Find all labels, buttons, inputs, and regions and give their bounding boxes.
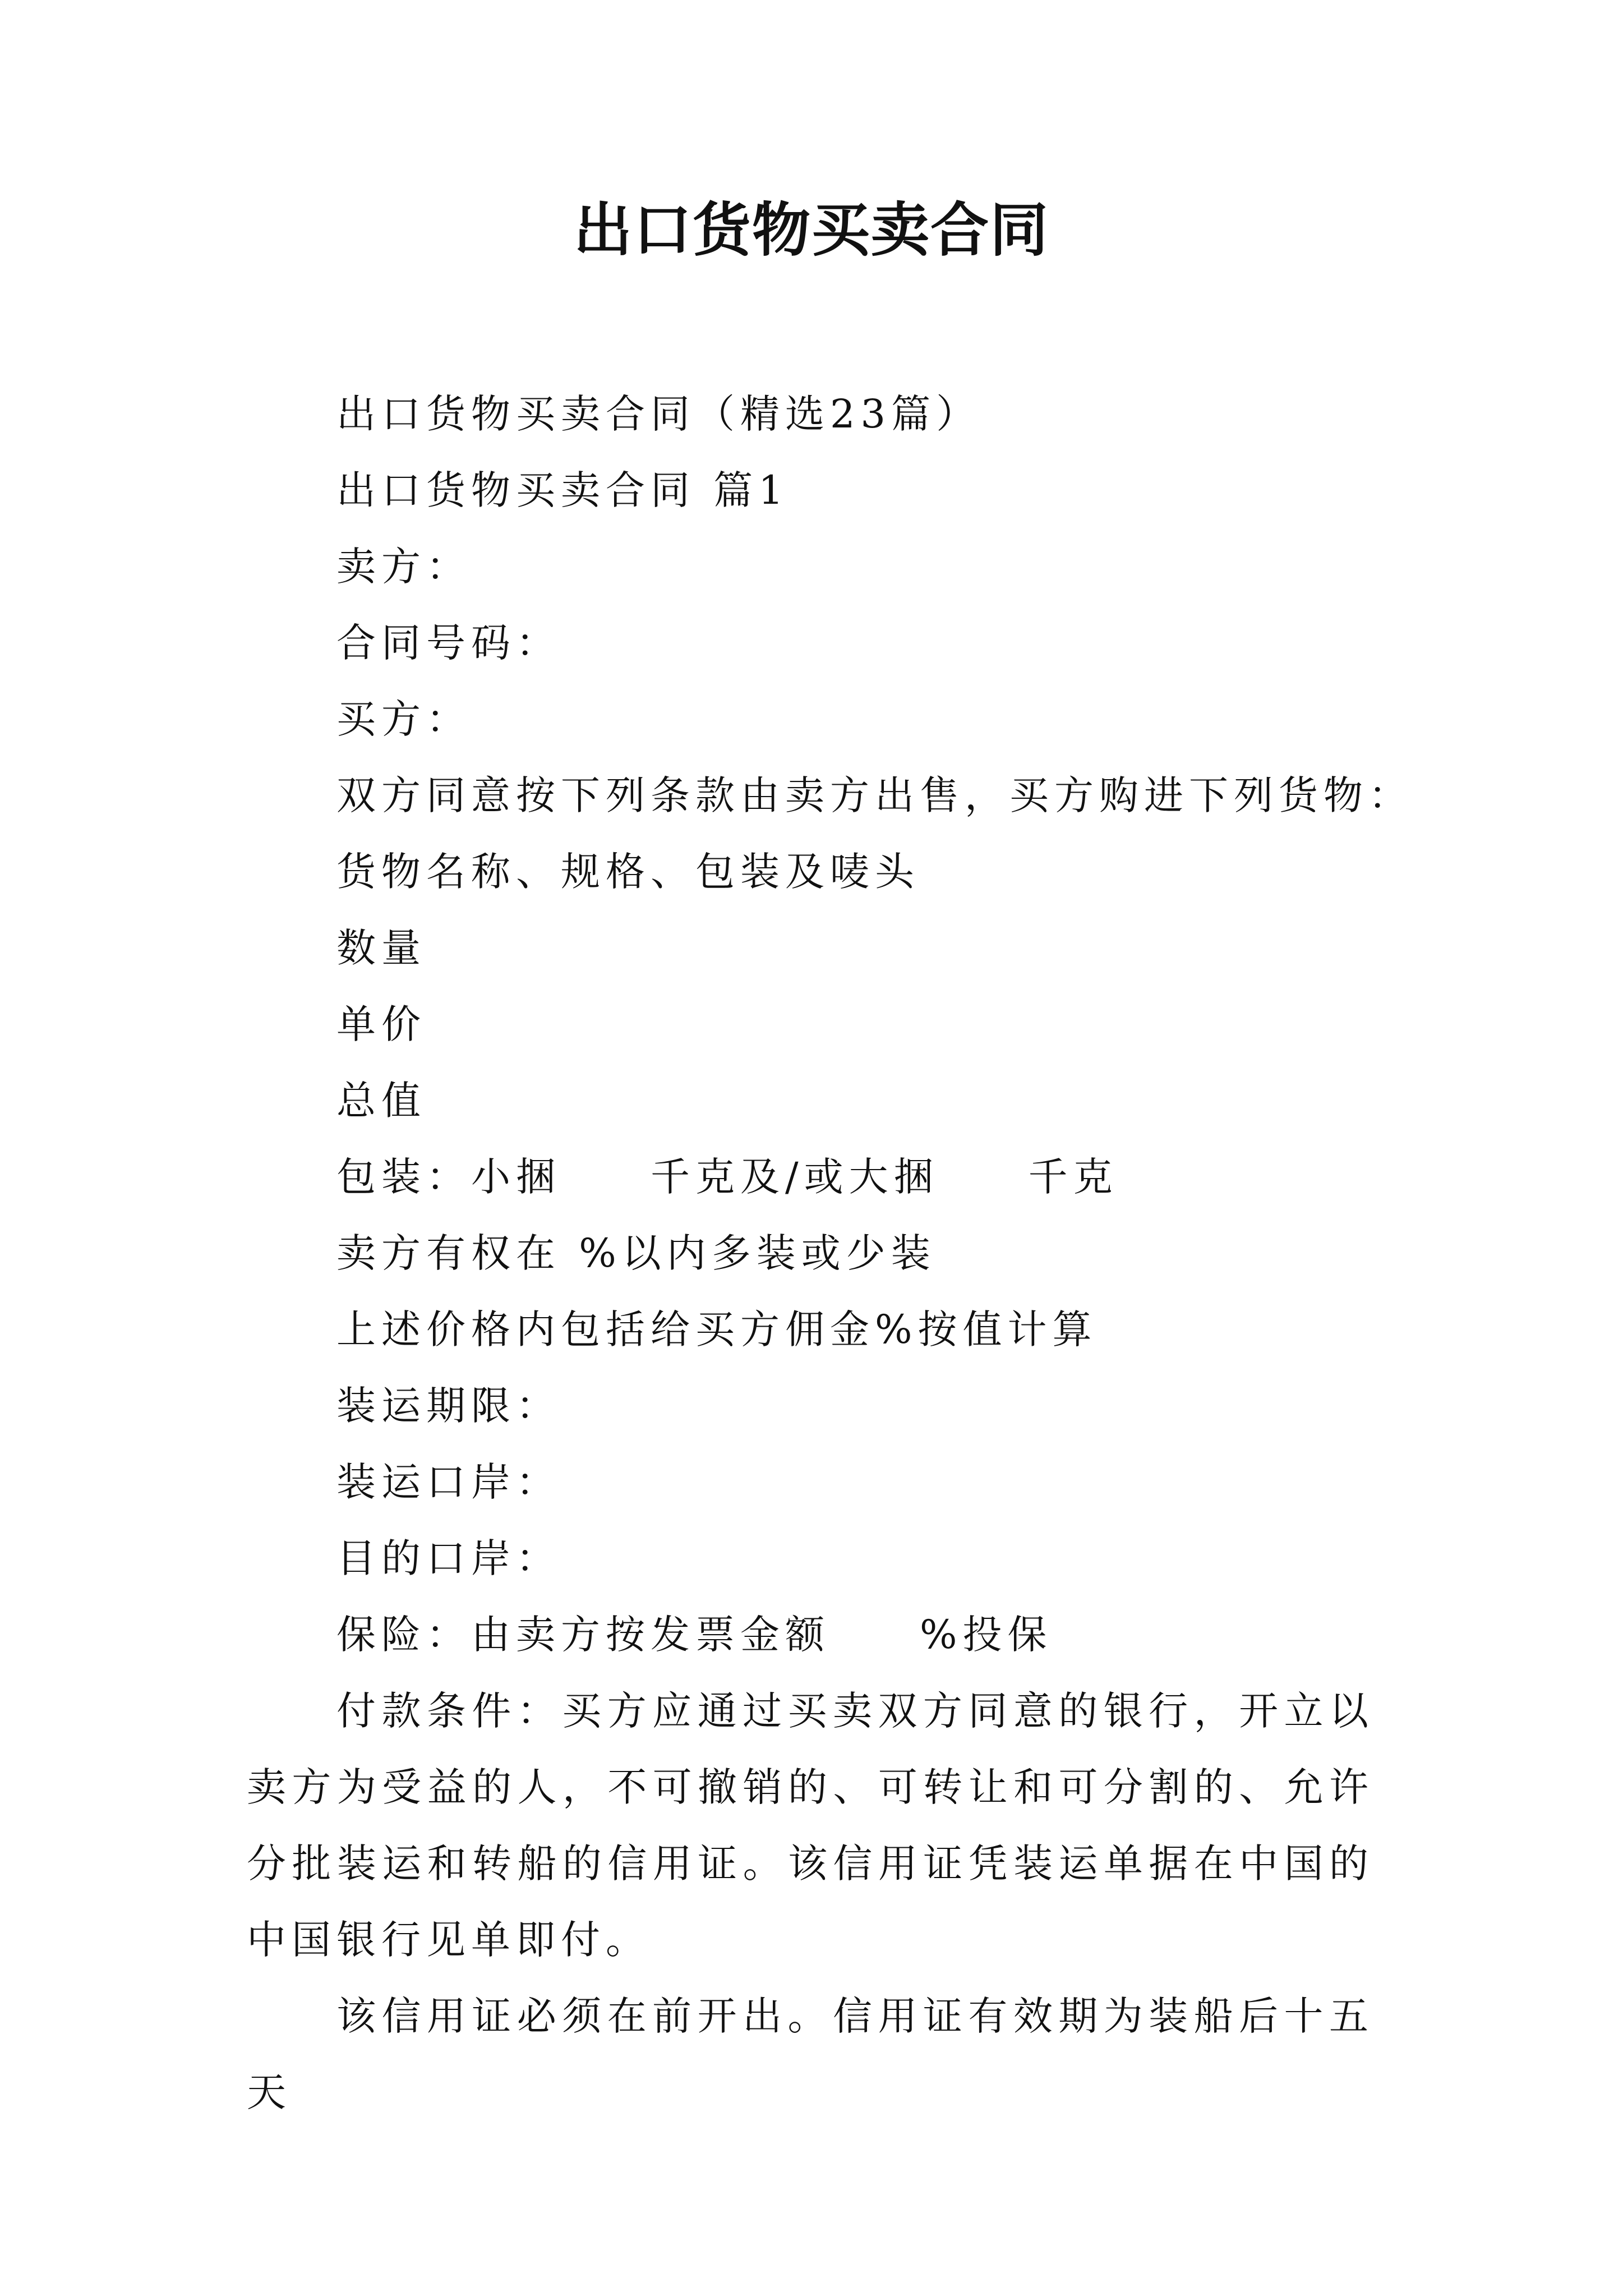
- document-body: [247, 376, 1413, 2131]
- section-heading: 出口货物买卖合同 篇1: [336, 467, 789, 513]
- packing-field: 包装：小捆 千克及/或大捆 千克: [336, 1154, 1118, 1200]
- shipment-time-field: 装运期限：: [336, 1383, 561, 1429]
- credit-validity-paragraph: 该信用证必须在前开出。信用证有效期为装船后十五天: [247, 1993, 1374, 2115]
- payment-terms-paragraph: 付款条件：买方应通过买卖双方同意的银行，开立以卖方为受益的人，不可撤销的、可转让和可分割的、允许分批装运和转船的信用证。该信用证凭装运单据在中国的中国银行见单即付。: [247, 1688, 1374, 1963]
- seller-field: 卖方：: [336, 544, 471, 590]
- subtitle-line: 出口货物买卖合同（精选23篇）: [336, 391, 981, 437]
- contract-number-field: 合同号码：: [336, 620, 561, 666]
- document-title: 出口货物买卖合同: [573, 195, 1049, 264]
- agreement-line: 双方同意按下列条款由卖方出售，买方购进下列货物：: [336, 772, 1413, 818]
- unit-price-field: 单价: [336, 1001, 426, 1047]
- destination-port-field: 目的口岸：: [336, 1535, 561, 1581]
- commission-line: 上述价格内包括给买方佣金%按值计算: [336, 1306, 1098, 1352]
- quantity-field: 数量: [336, 925, 426, 971]
- buyer-field: 买方：: [336, 696, 471, 742]
- total-value-field: 总值: [336, 1078, 426, 1124]
- quantity-allowance-line: 卖方有权在 %以内多装或少装: [336, 1230, 936, 1276]
- insurance-field: 保险：由卖方按发票金额 %投保: [336, 1612, 1053, 1658]
- loading-port-field: 装运口岸：: [336, 1459, 561, 1505]
- goods-description-field: 货物名称、规格、包装及唛头: [336, 849, 920, 895]
